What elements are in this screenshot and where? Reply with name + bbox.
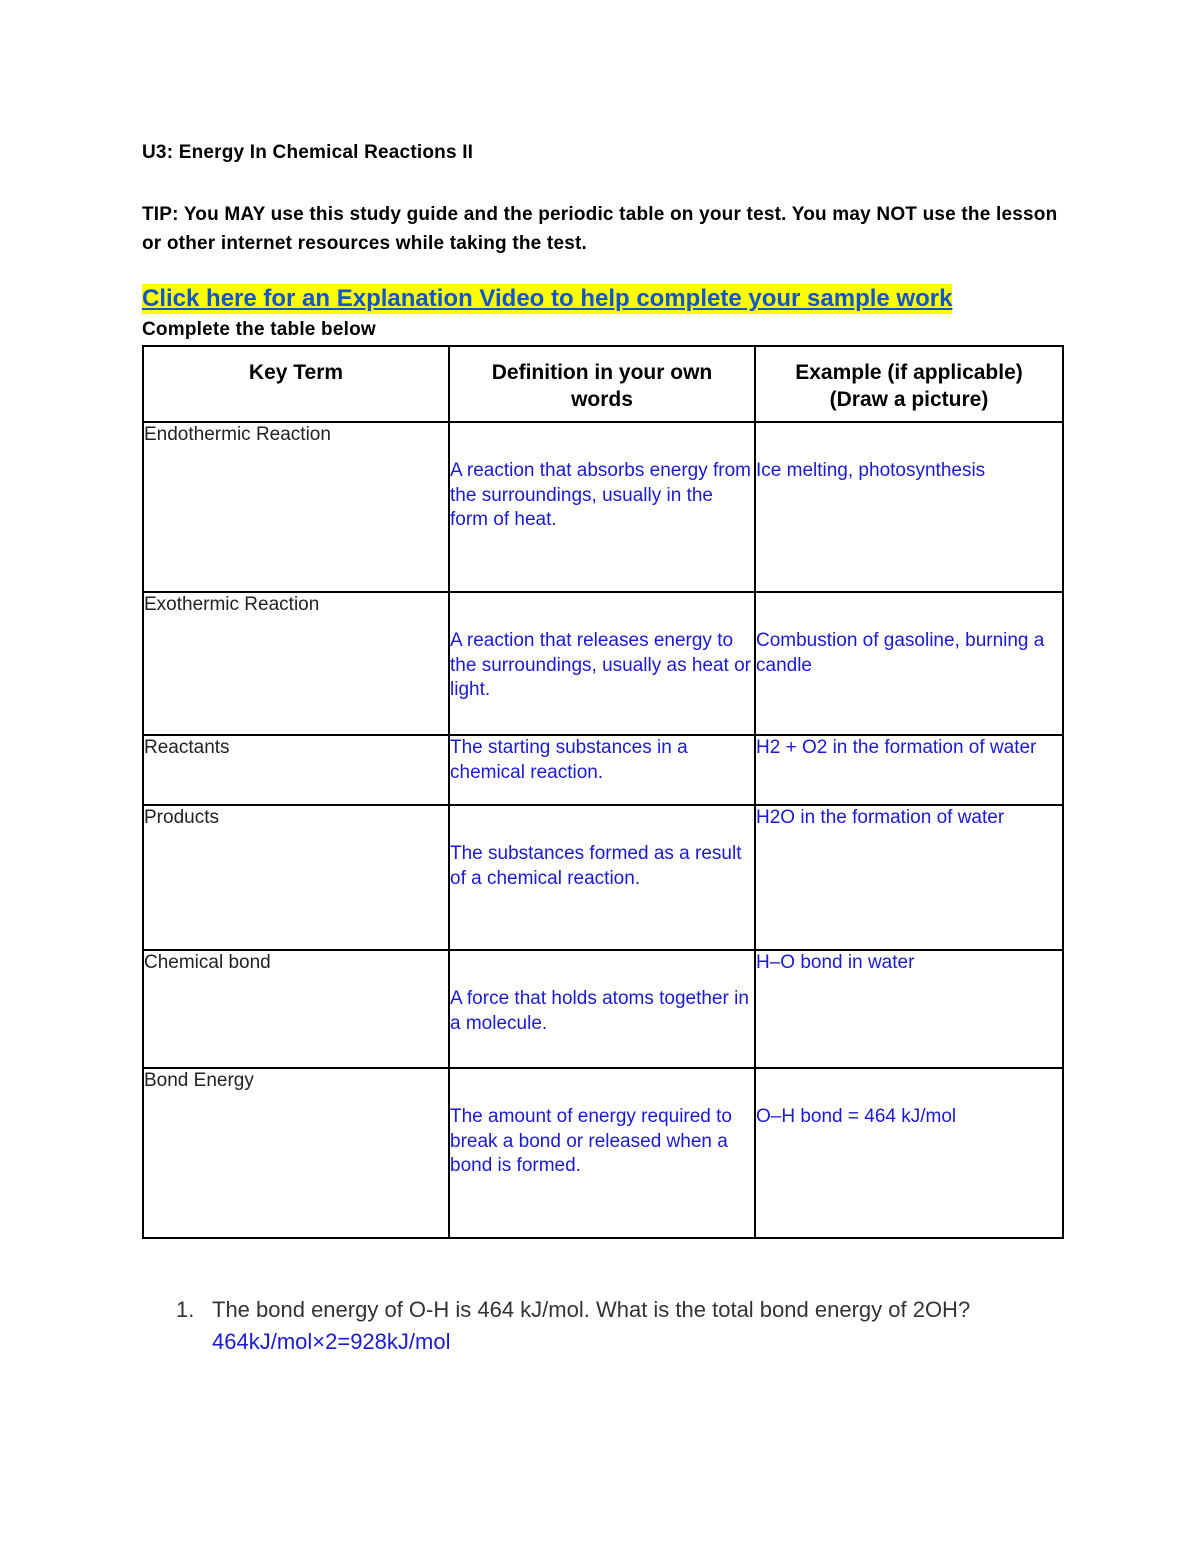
page-title: U3: Energy In Chemical Reactions II xyxy=(142,142,474,163)
table-instruction: Complete the table below xyxy=(142,319,376,340)
term-cell: Endothermic Reaction xyxy=(143,422,449,592)
table-header-row xyxy=(143,346,1063,422)
header-key-term: Key Term xyxy=(143,346,449,422)
example-cell: H2 + O2 in the formation of water xyxy=(755,735,1063,805)
example-cell: H–O bond in water xyxy=(755,950,1063,1068)
table-row xyxy=(143,1068,1063,1238)
example-cell: H2O in the formation of water xyxy=(755,805,1063,950)
term-cell: Bond Energy xyxy=(143,1068,449,1238)
definition-cell: A force that holds atoms together in a molecule. xyxy=(449,950,755,1068)
table-row xyxy=(143,592,1063,735)
definition-cell: The amount of energy required to break a bond or released when a bond is formed. xyxy=(449,1068,755,1238)
header-example: Example (if applicable) (Draw a picture) xyxy=(755,346,1063,422)
definition-cell: The substances formed as a result of a chemical reaction. xyxy=(449,805,755,950)
question-number: 1. xyxy=(176,1297,195,1322)
list-item xyxy=(142,1294,1062,1358)
table-row xyxy=(143,950,1063,1068)
explanation-video-link[interactable]: Click here for an Explanation Video to help complete your sample work xyxy=(142,285,953,312)
question-list xyxy=(142,1294,1062,1358)
key-terms-table xyxy=(142,345,1064,1239)
example-cell: O–H bond = 464 kJ/mol xyxy=(755,1068,1063,1238)
table-row xyxy=(143,735,1063,805)
question-answer: 464kJ/mol×2=928kJ/mol xyxy=(212,1329,451,1354)
header-definition: Definition in your own words xyxy=(449,346,755,422)
definition-cell: A reaction that releases energy to the surroundings, usually as heat or light. xyxy=(449,592,755,735)
example-cell: Combustion of gasoline, burning a candle xyxy=(755,592,1063,735)
term-cell: Exothermic Reaction xyxy=(143,592,449,735)
term-cell: Reactants xyxy=(143,735,449,805)
table-row xyxy=(143,805,1063,950)
term-cell: Chemical bond xyxy=(143,950,449,1068)
definition-cell: The starting substances in a chemical reaction. xyxy=(449,735,755,805)
table-row xyxy=(143,422,1063,592)
definition-cell: A reaction that absorbs energy from the surroundings, usually in the form of heat. xyxy=(449,422,755,592)
tip-text: TIP: You MAY use this study guide and the periodic table on your test. You may NOT use the lesson or other internet resources while taking the test. xyxy=(142,204,1058,254)
example-cell: Ice melting, photosynthesis xyxy=(755,422,1063,592)
question-text: The bond energy of O-H is 464 kJ/mol. What is the total bond energy of 2OH? xyxy=(212,1297,971,1322)
term-cell: Products xyxy=(143,805,449,950)
